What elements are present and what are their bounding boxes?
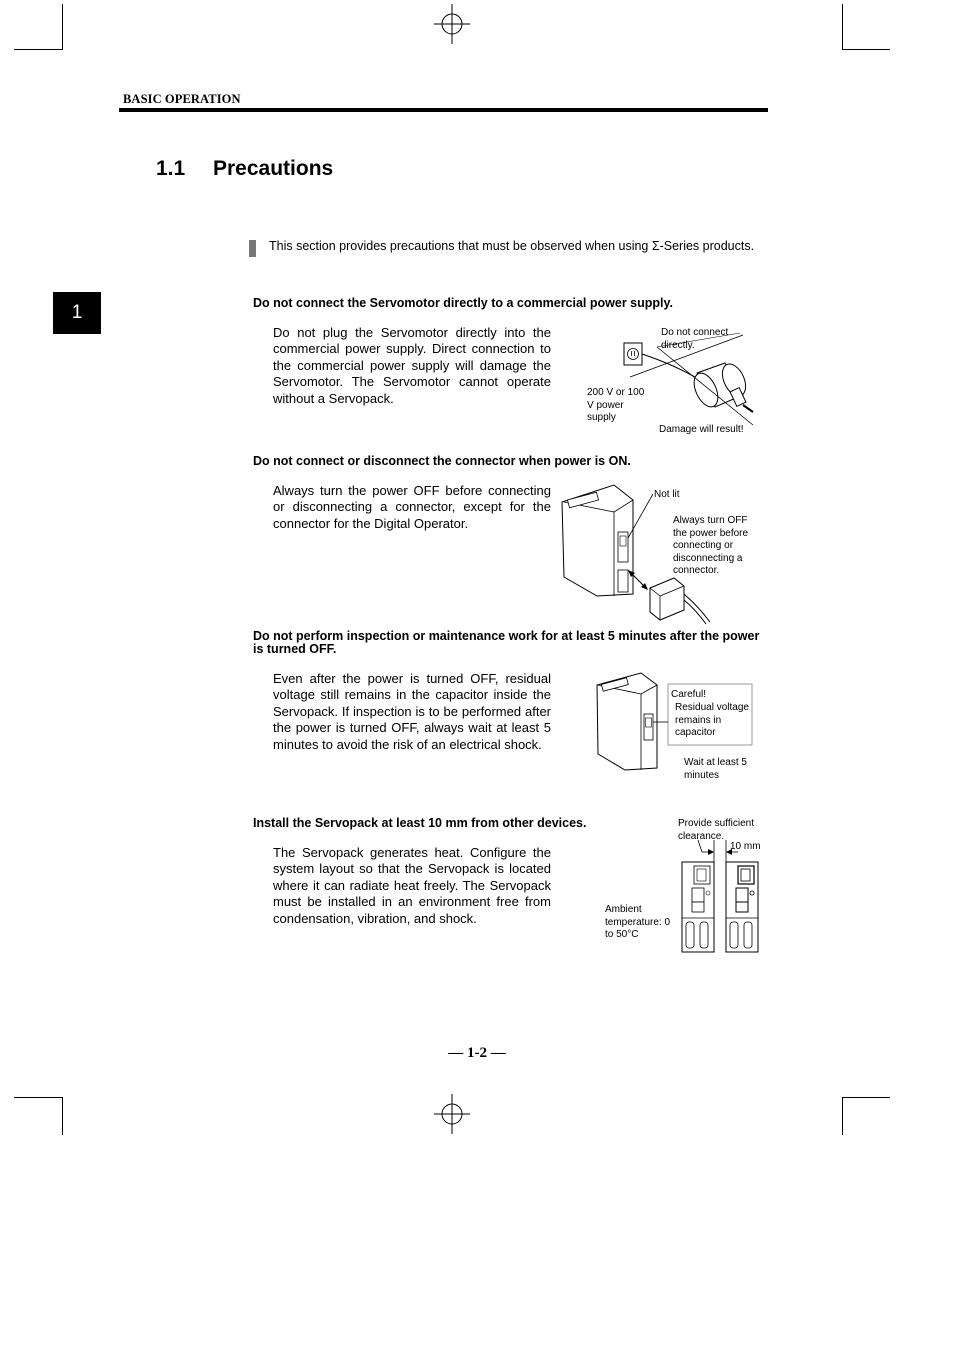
page-number: — 1-2 — xyxy=(448,1045,506,1061)
precaution-heading: Install the Servopack at least 10 mm from other devices. xyxy=(253,816,587,830)
crop-mark xyxy=(842,1097,890,1098)
precaution-heading: Do not perform inspection or maintenance work for at least 5 minutes after the power is turned OFF. xyxy=(253,629,760,656)
servopack-icon xyxy=(682,862,714,952)
label-ambient-temperature: Ambient temperature: 0 to 50°C xyxy=(605,904,671,940)
crop-mark xyxy=(14,49,62,50)
precaution-heading: Do not connect or disconnect the connector when power is ON. xyxy=(253,454,631,468)
intro-marker xyxy=(249,240,256,257)
connector-plug-icon xyxy=(650,578,710,624)
registration-mark-icon xyxy=(432,1094,472,1134)
crop-mark xyxy=(62,4,63,50)
servopack-icon xyxy=(562,485,633,596)
clearance-figure xyxy=(676,838,766,956)
label-damage: Damage will result! xyxy=(659,424,744,435)
section-title xyxy=(156,157,333,181)
precaution-body: Even after the power is turned OFF, residual voltage still remains in the capacitor inside the Servopack. If inspection is to be performed after the power is turned OFF, always wait at least 5 minutes to avoid the risk of an electrical shock. xyxy=(273,671,551,752)
chapter-tab: 1 xyxy=(53,292,101,334)
label-ten-mm: 10 mm xyxy=(730,841,761,852)
precaution-heading: Do not connect the Servomotor directly to a commercial power supply. xyxy=(253,296,673,310)
intro-text: This section provides precautions that must be observed when using Σ-Series products. xyxy=(269,239,755,253)
label-residual-voltage: Residual voltage remains in capacitor xyxy=(675,702,749,738)
crop-mark xyxy=(842,4,843,50)
label-power-supply: 200 V or 100 V power supply xyxy=(587,387,645,423)
crop-mark xyxy=(62,1097,63,1135)
section-title-text: Precautions xyxy=(213,157,334,180)
label-careful: Careful! xyxy=(671,689,707,700)
precaution-body: Always turn the power OFF before connecting or disconnecting a connector, except for the connector for the Digital Operator. xyxy=(273,483,551,531)
label-wait: Wait at least 5 minutes xyxy=(684,757,747,781)
servomotor-icon xyxy=(689,360,753,412)
servopack-icon xyxy=(726,862,758,952)
crop-mark xyxy=(842,1097,843,1135)
label-always-turn-off: Always turn OFF the power before connecting or disconnecting a connector. xyxy=(673,515,749,576)
registration-mark-icon xyxy=(432,4,472,44)
precaution-body: Do not plug the Servomotor directly into the commercial power supply. Direct connection to the commercial power supply will damage the Servomotor. The Servomotor cannot operate without a Servopack. xyxy=(273,325,551,406)
running-header: BASIC OPERATION xyxy=(123,92,241,106)
section-number: 1.1 xyxy=(156,157,186,180)
servopack-icon xyxy=(597,673,657,770)
crop-mark xyxy=(842,49,890,50)
label-do-not-connect: Do not connect directly. xyxy=(661,327,729,351)
crop-mark xyxy=(14,1097,62,1098)
header-rule xyxy=(119,108,768,112)
precaution-body: The Servopack generates heat. Configure the system layout so that the Servopack is located where it can radiate heat freely. The Servopack must be installed in an environment free from condensation, vibration, and shock. xyxy=(273,845,551,926)
label-not-lit: Not lit xyxy=(654,489,680,500)
label-clearance: Provide sufficient clearance. xyxy=(678,818,754,842)
